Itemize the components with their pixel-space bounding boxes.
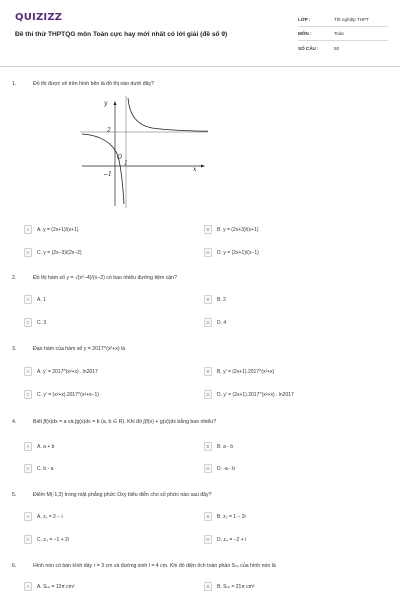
meta-label: MÔN : [298, 31, 312, 36]
question-number: 4. [12, 419, 17, 425]
option-text: B. a - b [217, 443, 234, 450]
meta-row-subject [298, 27, 388, 41]
question-text: Đạo hàm của hàm số y = 2017^(x²+x) là [33, 346, 126, 352]
meta-value: Tốt nghiệp THPT [334, 17, 369, 22]
option-a[interactable] [24, 511, 63, 522]
option-text: A. Sₜₚ = 12π cm² [37, 583, 75, 590]
option-text: C. y = (2x−3)/(2x−2) [37, 249, 82, 256]
option-b[interactable] [204, 581, 255, 592]
option-letter-box: D [204, 390, 212, 399]
option-letter-box: B [204, 512, 212, 521]
page-title: Đề thi thử THPTQG môn Toán cực hay mới nhất có lời giải (đề số 9) [15, 31, 228, 38]
curve-left-branch [82, 134, 124, 204]
option-text: B. y = (2x+3)/(x+1) [217, 226, 259, 233]
option-letter-box: D [204, 248, 212, 257]
question-number: 6. [12, 563, 17, 569]
option-letter-box: B [204, 225, 212, 234]
option-text: D. 4 [217, 319, 227, 326]
header-divider [0, 66, 400, 67]
x-axis-label: x [193, 166, 197, 173]
tick-y-2: 2 [107, 127, 111, 134]
question-number: 3. [12, 346, 17, 352]
option-c[interactable] [24, 534, 69, 545]
option-letter-box: B [204, 582, 212, 591]
option-d[interactable] [204, 389, 294, 400]
question-text: Đồ thị hàm số y = √(x²−4)/(x−2) có bao nhiêu đường tiệm cận? [33, 275, 177, 281]
option-d[interactable] [204, 534, 246, 545]
origin-label: O [117, 154, 122, 161]
worksheet-meta [298, 13, 388, 55]
option-text: D. y = (2x+1)/(x−1) [217, 249, 259, 256]
question-text: Điểm M(-1;2) trong mặt phẳng phức Oxy biểu diễn cho số phức nào sau đây? [33, 492, 212, 498]
option-text: A. y = (2x+1)/(x+1) [37, 226, 79, 233]
option-b[interactable] [204, 441, 233, 452]
option-letter-box: C [24, 535, 32, 544]
option-letter-box: A [24, 512, 32, 521]
option-letter-box: D [204, 535, 212, 544]
meta-label: SỐ CÂU : [298, 45, 319, 51]
graph-svg [80, 96, 210, 208]
y-axis-label: y [104, 100, 108, 107]
question-number: 2. [12, 275, 17, 281]
option-text: C. b - a [37, 465, 54, 472]
meta-value: Toán [334, 31, 344, 36]
option-b[interactable] [204, 366, 274, 377]
question-number: 5. [12, 492, 17, 498]
option-letter-box: D [204, 464, 212, 473]
option-letter-box: C [24, 390, 32, 399]
meta-row-count [298, 41, 388, 55]
option-d[interactable] [204, 247, 259, 258]
option-a[interactable] [24, 366, 98, 377]
question-text: Đồ thị được vẽ trên hình bên là đồ thị nào dưới đây? [33, 81, 155, 87]
option-letter-box: B [204, 442, 212, 451]
option-letter-box: D [204, 318, 212, 327]
tick-x-1: 1 [124, 160, 128, 167]
option-letter-box: C [24, 248, 32, 257]
option-c[interactable] [24, 317, 46, 328]
option-text: D. -a - b [217, 465, 236, 472]
option-text: B. Sₜₚ = 21π cm² [217, 583, 255, 590]
option-text: D. z₄ = −2 + i [217, 536, 247, 543]
option-letter-box: C [24, 464, 32, 473]
option-c[interactable] [24, 463, 53, 474]
option-a[interactable] [24, 224, 79, 235]
function-graph [80, 96, 210, 208]
question-text: Biết ∫f(x)dx = a và ∫g(x)dx = b (a, b ∈ R). Khi đó ∫(f(x) + g(x))dx bằng bao nhiêu? [33, 419, 217, 425]
option-text: B. y′ = (2x+1).2017^(x²+x) [217, 368, 275, 375]
option-text: C. y′ = (x²+x).2017^(x²+x−1) [37, 391, 99, 398]
option-c[interactable] [24, 247, 82, 258]
y-axis-arrow [114, 101, 117, 105]
option-letter-box: A [24, 367, 32, 376]
x-axis-arrow [201, 165, 205, 168]
option-text: A. a + b [37, 443, 55, 450]
option-d[interactable] [204, 317, 226, 328]
option-letter-box: A [24, 582, 32, 591]
option-text: C. 3 [37, 319, 47, 326]
option-a[interactable] [24, 581, 75, 592]
curve-right-branch [128, 98, 208, 131]
question-number: 1. [12, 81, 17, 87]
option-a[interactable] [24, 441, 54, 452]
meta-label: LỚP : [298, 17, 311, 22]
option-b[interactable] [204, 511, 246, 522]
option-text: B. 2 [217, 296, 226, 303]
quizizz-logo: QUIZIZZ [15, 12, 63, 23]
option-text: A. 1 [37, 296, 46, 303]
option-text: C. z₃ = −1 + 2i [37, 536, 69, 543]
option-text: A. y′ = 2017^(x²+x) . ln2017 [37, 368, 98, 375]
question-text: Hình nón có bán kính đáy r = 3 cm và đường sinh l = 4 cm. Khi đó diện tích toàn phần Sₜₚ của hình nón là [33, 563, 276, 569]
meta-value: 50 [334, 45, 340, 51]
option-letter-box: B [204, 367, 212, 376]
option-a[interactable] [24, 294, 46, 305]
worksheet-header [0, 0, 400, 66]
option-d[interactable] [204, 463, 235, 474]
tick-y-minus1: −1 [103, 171, 112, 178]
meta-row-class [298, 13, 388, 27]
option-letter-box: C [24, 318, 32, 327]
option-b[interactable] [204, 224, 259, 235]
option-c[interactable] [24, 389, 99, 400]
option-text: D. y′ = (2x+1).2017^(x²+x) . ln2017 [217, 391, 294, 398]
option-letter-box: B [204, 295, 212, 304]
option-text: B. z₂ = 1 − 2i [217, 513, 246, 520]
option-letter-box: A [24, 442, 32, 451]
option-letter-box: A [24, 225, 32, 234]
option-text: A. z₁ = 2 − i [37, 513, 63, 520]
option-letter-box: A [24, 295, 32, 304]
option-b[interactable] [204, 294, 226, 305]
